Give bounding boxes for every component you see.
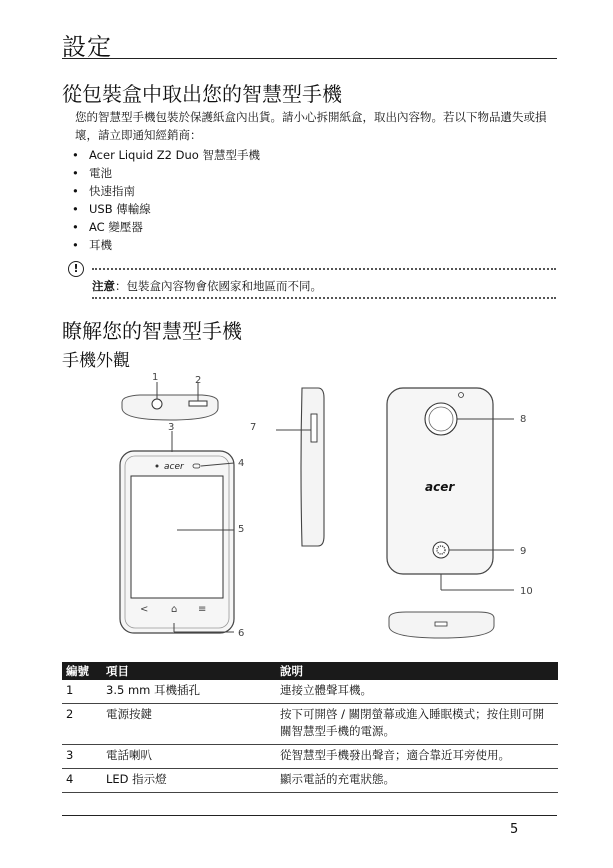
table-row bbox=[62, 704, 558, 745]
callout-6: 6 bbox=[238, 628, 245, 639]
list-item: • 快速指南 bbox=[72, 182, 260, 200]
title-rule bbox=[62, 58, 557, 59]
cell-number: 3 bbox=[62, 745, 102, 769]
callout-8: 8 bbox=[520, 414, 527, 425]
volume-key-icon bbox=[311, 414, 317, 442]
list-item: • Acer Liquid Z2 Duo 智慧型手機 bbox=[72, 146, 260, 164]
cell-item: 電話喇叭 bbox=[102, 745, 276, 769]
phone-diagram bbox=[100, 368, 540, 640]
cell-number: 1 bbox=[62, 680, 102, 704]
headphone-jack-icon bbox=[152, 399, 162, 409]
callout-1: 1 bbox=[152, 372, 159, 383]
callout-3: 3 bbox=[168, 422, 175, 433]
cell-number: 2 bbox=[62, 704, 102, 745]
table-row bbox=[62, 745, 558, 769]
cell-number: 4 bbox=[62, 769, 102, 793]
front-brand-logo: acer bbox=[164, 462, 184, 472]
alert-icon: ! bbox=[68, 261, 84, 277]
section-heading-unboxing: 從包裝盒中取出您的智慧型手機 bbox=[62, 82, 342, 106]
home-key-icon: ⌂ bbox=[171, 604, 178, 615]
cell-description: 按下可開啓 / 關閉螢幕或進入睡眠模式；按住則可開關智慧型手機的電源。 bbox=[276, 704, 558, 745]
intro-paragraph: 您的智慧型手機包裝於保護紙盒內出貨。請小心拆開紙盒，取出內容物。若以下物品遺失或損壞，請立即通知經銷商： bbox=[75, 110, 547, 142]
callout-5: 5 bbox=[238, 524, 245, 535]
column-header: 編號 bbox=[62, 662, 102, 680]
back-key-icon: < bbox=[140, 604, 149, 615]
back-brand-logo: acer bbox=[425, 480, 455, 494]
table-row bbox=[62, 680, 558, 704]
note-label: 注意 bbox=[92, 279, 115, 293]
power-key-icon bbox=[189, 401, 207, 406]
phone-top-view bbox=[122, 372, 218, 420]
table-header-row bbox=[62, 662, 558, 680]
phone-back-view bbox=[387, 388, 533, 597]
callout-9: 9 bbox=[520, 546, 527, 557]
cell-description: 連接立體聲耳機。 bbox=[276, 680, 558, 704]
list-item: • 電池 bbox=[72, 164, 260, 182]
callout-2: 2 bbox=[195, 375, 202, 386]
menu-key-icon: ≡ bbox=[198, 604, 207, 615]
callout-10: 10 bbox=[520, 586, 533, 597]
note-divider bbox=[92, 297, 556, 299]
screen bbox=[131, 476, 223, 598]
subheading-phone-views: 手機外觀 bbox=[62, 351, 130, 371]
callout-7: 7 bbox=[250, 422, 257, 433]
list-item: • AC 變壓器 bbox=[72, 218, 260, 236]
cell-item: 3.5 mm 耳機插孔 bbox=[102, 680, 276, 704]
note-divider bbox=[92, 268, 556, 270]
phone-bottom-view bbox=[389, 612, 494, 638]
note-text: ：包裝盒內容物會依國家和地區而不同。 bbox=[115, 279, 322, 293]
parts-table bbox=[62, 662, 558, 793]
cell-item: LED 指示燈 bbox=[102, 769, 276, 793]
list-item: • USB 傳輸線 bbox=[72, 200, 260, 218]
callout-4: 4 bbox=[238, 458, 245, 469]
phone-side-view bbox=[250, 388, 324, 546]
list-item: • 耳機 bbox=[72, 236, 260, 254]
note bbox=[92, 278, 322, 294]
speaker-icon bbox=[433, 542, 449, 558]
cell-item: 電源按鍵 bbox=[102, 704, 276, 745]
cell-description: 從智慧型手機發出聲音；適合靠近耳旁使用。 bbox=[276, 745, 558, 769]
cell-description: 顯示電話的充電狀態。 bbox=[276, 769, 558, 793]
phone-front-view bbox=[120, 422, 244, 639]
camera-icon bbox=[425, 403, 457, 435]
footer-rule bbox=[62, 815, 557, 816]
column-header: 項目 bbox=[102, 662, 276, 680]
column-header: 說明 bbox=[276, 662, 558, 680]
package-contents-list bbox=[72, 146, 260, 254]
page-title: 設定 bbox=[62, 33, 112, 61]
table-row bbox=[62, 769, 558, 793]
section-heading-phone: 瞭解您的智慧型手機 bbox=[62, 319, 242, 343]
page-number: 5 bbox=[510, 822, 519, 837]
usb-port-icon bbox=[435, 622, 447, 626]
